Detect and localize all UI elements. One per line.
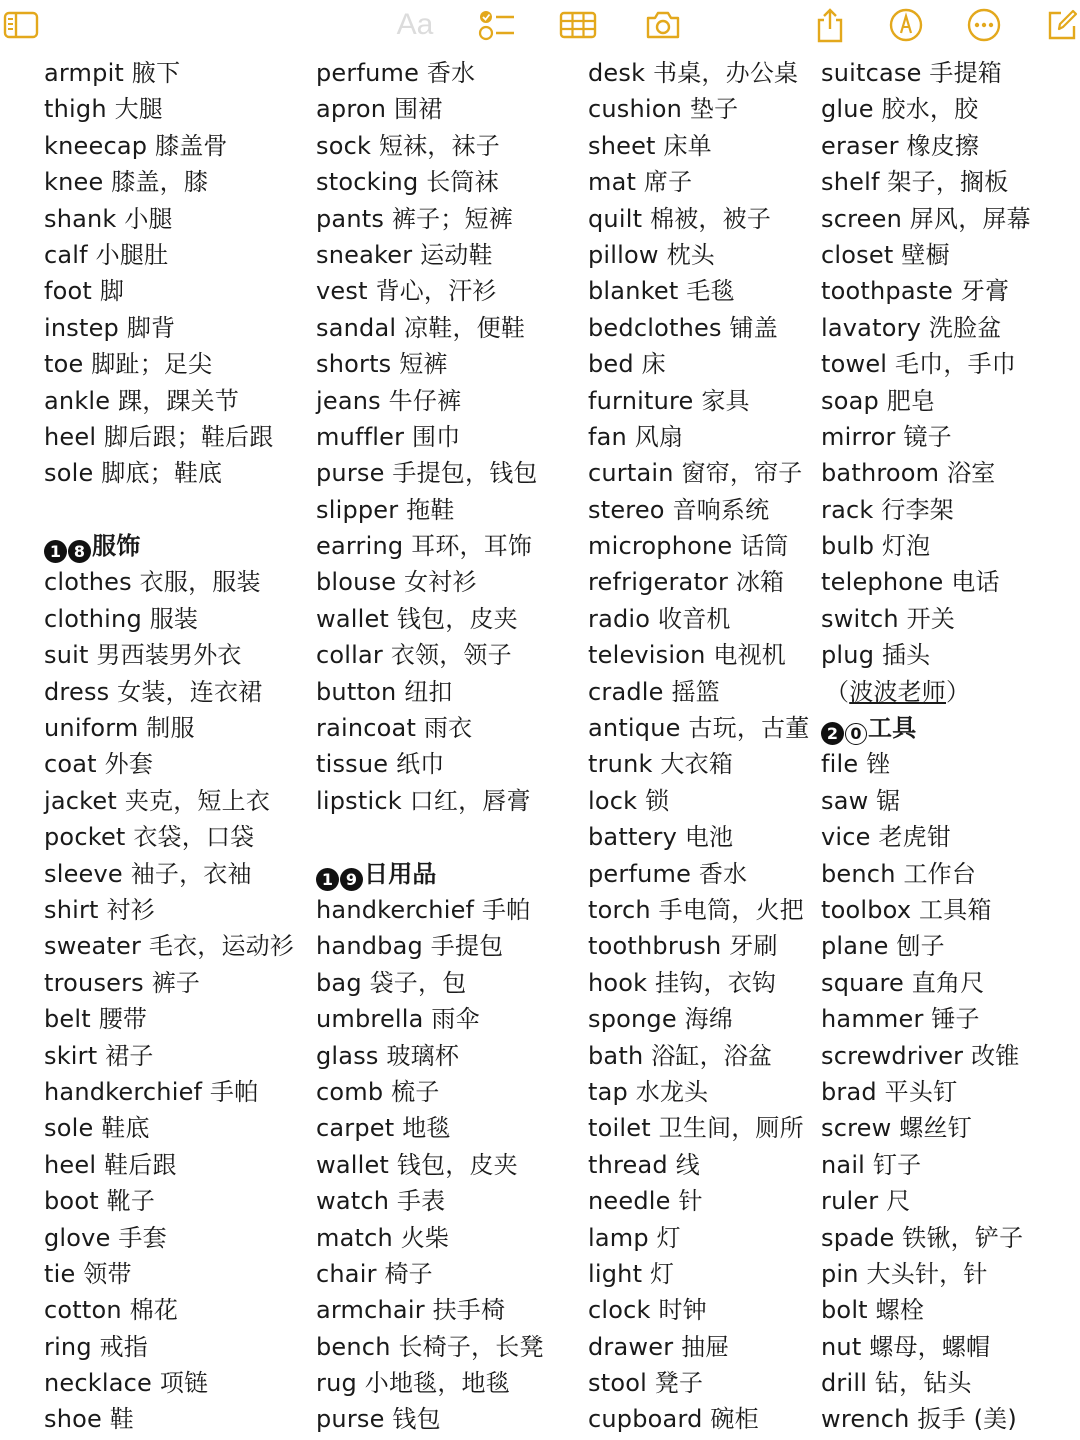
vocab-item: carpet 地毯 [316,1114,451,1143]
vocab-item: knee 膝盖，膝 [44,168,209,197]
vocab-item: curtain 窗帘，帘子 [588,459,803,488]
vocab-item: furniture 家具 [588,386,750,415]
vocab-item: purse 手提包，钱包 [316,459,538,488]
vocab-item: bed 床 [588,350,666,379]
vocab-item: kneecap 膝盖骨 [44,131,228,160]
vocab-item: nail 钉子 [821,1150,922,1179]
vocab-item: screw 螺丝钉 [821,1114,972,1143]
vocab-item: vest 背心，汗衫 [316,277,497,306]
vocab-item: trousers 裤子 [44,968,201,997]
table-icon[interactable] [558,6,598,44]
vocab-item: glove 手套 [44,1223,167,1252]
vocab-item: plug 插头 [821,641,931,670]
vocab-item: ruler 尺 [821,1187,911,1216]
vocab-item: skirt 裙子 [44,1041,154,1070]
vocab-item: hammer 锤子 [821,1005,980,1034]
circled-digit: 1 [44,540,67,563]
vocab-item: stereo 音响系统 [588,495,770,524]
vocab-item: toilet 卫生间，厕所 [588,1114,804,1143]
camera-icon[interactable] [643,6,683,44]
vocab-item: bedclothes 铺盖 [588,313,778,342]
vocab-item: towel 毛巾，手巾 [821,350,1016,379]
vocab-item: thigh 大腿 [44,95,163,124]
vocab-item: quilt 棉被，被子 [588,204,772,233]
vocab-item: armchair 扶手椅 [316,1296,506,1325]
vocab-item: ankle 踝，踝关节 [44,386,240,415]
vocab-item: bulb 灯泡 [821,532,931,561]
vocab-item: boot 靴子 [44,1187,156,1216]
vocab-item: refrigerator 冰箱 [588,568,785,597]
vocab-item: sweater 毛衣，运动衫 [44,932,295,961]
vocab-item: handkerchief 手帕 [44,1077,259,1106]
vocab-item: toothpaste 牙膏 [821,277,1010,306]
vocab-item: wrench 扳手 (美) [821,1405,1017,1434]
vocab-item: tie 领带 [44,1259,132,1288]
vocab-item: fan 风扇 [588,422,684,451]
vocab-item: chair 椅子 [316,1259,433,1288]
vocab-item: perfume 香水 [588,859,748,888]
vocab-item: stocking 长筒袜 [316,168,499,197]
vocab-item: lock 锁 [588,786,670,815]
vocab-item: lamp 灯 [588,1223,681,1252]
vocab-item: slipper 拖鞋 [316,495,455,524]
section-heading [44,528,294,564]
vocab-item: shoe 鞋 [44,1405,134,1434]
circled-digit: 1 [316,868,339,891]
vocab-item: instep 脚背 [44,313,176,342]
vocab-item: shorts 短裤 [316,350,448,379]
section-heading [316,856,544,892]
vocab-item: trunk 大衣箱 [588,750,734,779]
vocab-item: purse 钱包 [316,1405,441,1434]
vocab-item: pillow 枕头 [588,240,715,269]
circled-digit: 0 [845,723,867,745]
vocab-item: bathroom 浴室 [821,459,996,488]
vocab-item: pants 裤子；短裤 [316,204,513,233]
vocab-item: calf 小腿肚 [44,240,169,269]
vocab-item: necklace 项链 [44,1369,209,1398]
more-icon[interactable] [964,6,1004,44]
vocab-item: plane 刨子 [821,932,945,961]
vocab-item: glue 胶水，胶 [821,95,979,124]
vocab-item: switch 开关 [821,604,956,633]
vocab-item: clothes 衣服，服装 [44,568,261,597]
vocab-item: wallet 钱包，皮夹 [316,604,518,633]
vocab-item: blouse 女衬衫 [316,568,477,597]
vocab-item: closet 壁橱 [821,240,950,269]
vocab-item: brad 平头钉 [821,1077,958,1106]
sidebar-icon[interactable] [2,6,40,44]
compose-icon[interactable] [1044,6,1080,44]
share-icon[interactable] [812,6,848,44]
vocab-item: jeans 牛仔裤 [316,386,462,415]
vocab-item: armpit 腋下 [44,59,181,87]
vocab-item: muffler 围巾 [316,422,461,451]
vocab-item: shirt 衬衫 [44,895,155,924]
vocab-item: pocket 衣袋，口袋 [44,823,255,852]
vocab-item: umbrella 雨伞 [316,1005,480,1034]
vocab-item: bag 袋子，包 [316,968,467,997]
vocab-item: toolbox 工具箱 [821,895,992,924]
vocab-item: tissue 纸巾 [316,750,445,779]
vocab-item: cotton 棉花 [44,1296,179,1325]
vocab-item: handkerchief 手帕 [316,895,531,924]
vocab-item: drawer 抽屉 [588,1332,730,1361]
vocab-item: radio 收音机 [588,604,731,633]
vocab-item: glass 玻璃杯 [316,1041,460,1070]
vocab-item: raincoat 雨衣 [316,714,473,743]
vocab-item: bench 长椅子，长凳 [316,1332,544,1361]
vocab-item: sleeve 袖子，衣袖 [44,859,252,888]
vocab-item: handbag 手提包 [316,932,504,961]
vocab-item: cupboard 碗柜 [588,1405,759,1434]
vocab-item: battery 电池 [588,823,734,852]
vocab-item: clothing 服装 [44,604,199,633]
section-heading [821,710,1031,746]
credit-name-link[interactable]: 波波老师 [849,677,947,706]
vocab-item: tap 水龙头 [588,1077,709,1106]
vocab-item: telephone 电话 [821,568,1000,597]
circled-digit: 9 [340,868,363,891]
vocab-item: hook 挂钩，衣钩 [588,968,777,997]
markup-icon[interactable] [886,6,926,44]
vocab-item: sheet 床单 [588,131,712,160]
vocab-item: apron 围裙 [316,95,443,124]
vocab-item: blanket 毛毯 [588,277,735,306]
circled-digit: 8 [68,540,91,563]
note-column-4 [821,55,1031,1438]
vocab-item: earring 耳环，耳饰 [316,532,533,561]
vocab-item: sole 鞋底 [44,1114,150,1143]
section-heading-label: 日用品 [364,859,437,888]
vocab-item: mat 席子 [588,168,693,197]
vocab-item: drill 钻，钻头 [821,1369,972,1398]
vocab-item: rug 小地毯，地毯 [316,1369,510,1398]
vocab-item: sandal 凉鞋，便鞋 [316,313,526,342]
vocab-item: spade 铁锹，铲子 [821,1223,1024,1252]
vocab-item: microphone 话筒 [588,532,789,561]
vocab-item: sponge 海绵 [588,1005,734,1034]
vocab-item: sneaker 运动鞋 [316,240,493,269]
vocab-item: light 灯 [588,1259,675,1288]
vocab-item: toothbrush 牙刷 [588,932,778,961]
vocab-item: dress 女装，连衣裙 [44,677,263,706]
vocab-item: screwdriver 改锥 [821,1041,1020,1070]
notes-toolbar [0,0,1080,50]
vocab-item: needle 针 [588,1187,703,1216]
format-icon[interactable]: Aa [396,8,434,41]
vocab-item: rack 行李架 [821,495,954,524]
vocab-item: nut 螺母，螺帽 [821,1332,991,1361]
vocab-item: suitcase 手提箱 [821,59,1002,87]
note-column-1 [44,55,294,1438]
vocab-item: coat 外套 [44,750,154,779]
vocab-item: suit 男西装男外衣 [44,641,242,670]
vocab-item: bath 浴缸，浴盆 [588,1041,773,1070]
vocab-item: square 直角尺 [821,968,985,997]
note-column-2 [316,55,544,1438]
vocab-item: shelf 架子，搁板 [821,168,1009,197]
vocab-item: saw 锯 [821,786,901,815]
vocab-item: foot 脚 [44,277,125,306]
vocab-item: heel 脚后跟；鞋后跟 [44,422,274,451]
vocab-item: belt 腰带 [44,1005,148,1034]
blank-line [316,819,544,855]
vocab-item: button 纽扣 [316,677,453,706]
vocab-item: television 电视机 [588,641,786,670]
vocab-item: cushion 垫子 [588,95,739,124]
vocab-item: jacket 夹克，短上衣 [44,786,271,815]
vocab-item: vice 老虎钳 [821,823,952,852]
credit-paren: ） [946,677,971,706]
vocab-item: desk 书桌，办公桌 [588,59,799,87]
section-heading-label: 工具 [868,714,917,743]
checklist-icon[interactable] [477,6,517,44]
vocab-item: match 火柴 [316,1223,450,1252]
note-column-3 [588,55,809,1438]
vocab-item: antique 古玩，古董 [588,714,810,743]
credit-line [821,674,1031,710]
vocab-item: lipstick 口红，唇膏 [316,786,531,815]
vocab-item: perfume 香水 [316,59,476,87]
vocab-item: ring 戒指 [44,1332,149,1361]
vocab-item: bench 工作台 [821,859,977,888]
vocab-item: sole 脚底；鞋底 [44,459,223,488]
circled-digit: 2 [821,722,844,745]
vocab-item: thread 线 [588,1150,700,1179]
blank-line [44,492,294,528]
section-heading-label: 服饰 [92,532,141,561]
vocab-item: uniform 制服 [44,714,195,743]
vocab-item: soap 肥皂 [821,386,936,415]
vocab-item: sock 短袜，袜子 [316,131,500,160]
vocab-item: mirror 镜子 [821,422,952,451]
vocab-item: file 锉 [821,750,891,779]
vocab-item: eraser 橡皮擦 [821,131,980,160]
vocab-item: wallet 钱包，皮夹 [316,1150,518,1179]
vocab-item: clock 时钟 [588,1296,707,1325]
vocab-item: stool 凳子 [588,1369,704,1398]
vocab-item: screen 屏风，屏幕 [821,204,1031,233]
vocab-item: torch 手电筒，火把 [588,895,804,924]
vocab-item: heel 鞋后跟 [44,1150,177,1179]
vocab-item: toe 脚趾；足尖 [44,350,213,379]
vocab-item: lavatory 洗脸盆 [821,313,1002,342]
vocab-item: comb 梳子 [316,1077,440,1106]
credit-paren: （ [825,677,850,706]
vocab-item: bolt 螺栓 [821,1296,925,1325]
vocab-item: watch 手表 [316,1187,446,1216]
vocab-item: shank 小腿 [44,204,173,233]
vocab-item: collar 衣领，领子 [316,641,512,670]
vocab-item: cradle 摇篮 [588,677,720,706]
vocab-item: pin 大头针，针 [821,1259,988,1288]
